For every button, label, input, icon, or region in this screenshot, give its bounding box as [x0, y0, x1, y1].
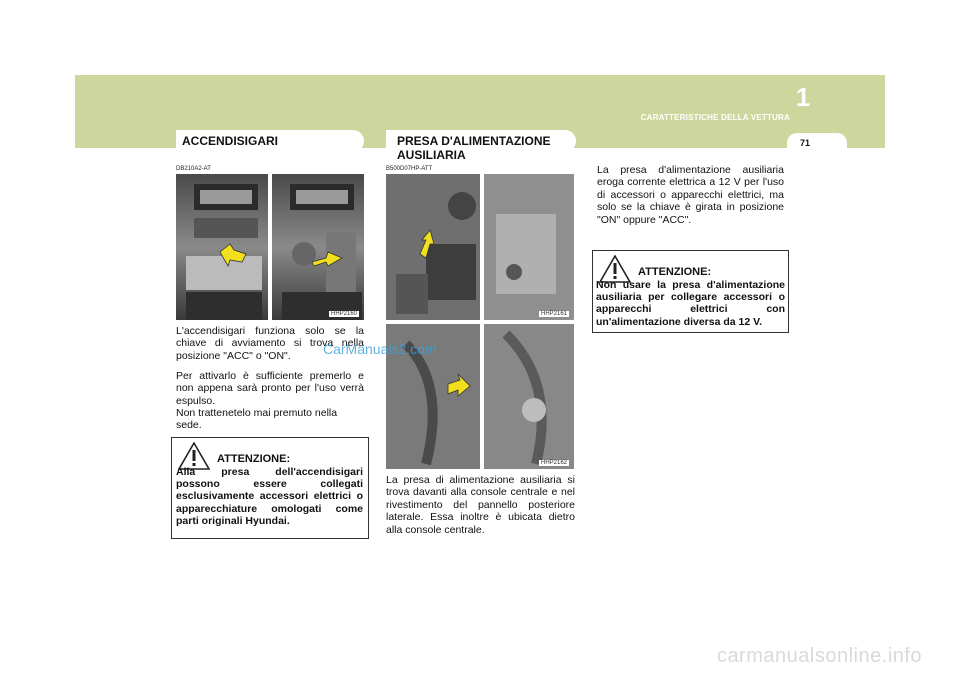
section-title-line: PRESA D'ALIMENTAZIONE	[397, 134, 551, 148]
paragraph: Per attivarlo è sufficiente premerlo e non appena sarà pronto per l'uso verrà espulso.	[176, 370, 364, 407]
footer-watermark: carmanualsonline.info	[716, 645, 922, 667]
paragraph: La presa d'alimentazione ausiliaria eroga corrente elettrica a 12 V per l'uso di accessori o apparecchi elettrici, ma solo se la chiave è girata in posizione "ON" oppure "ACC".	[597, 164, 784, 226]
cigarette-lighter-photo	[176, 174, 364, 320]
image-label: HHP2162	[541, 460, 568, 466]
chapter-number: 1	[795, 82, 811, 112]
image-label: HHP2161	[541, 311, 568, 317]
paragraph: Non trattenetelo mai premuto nella sede.	[176, 407, 338, 432]
console-socket-photo	[386, 174, 574, 320]
chapter-title: CARATTERISTICHE DELLA VETTURA	[640, 113, 790, 122]
watermark-link[interactable]: CarManuals2.com	[323, 341, 437, 357]
warning-text: Alla presa dell'accendisigari possono essere collegati esclusivamente accessori elettrici o apparecchiature omologati come parti originali Hyundai.	[176, 466, 363, 527]
section-title-accendisigari: ACCENDISIGARI	[182, 134, 279, 148]
warning-box	[171, 437, 369, 539]
section-code: DB210A2-AT	[176, 166, 211, 172]
section-title-line: AUSILIARIA	[397, 148, 466, 162]
paragraph: L'accendisigari funziona solo se la chiave di avviamento si trova nella posizione "ACC" o "ON".	[176, 325, 364, 362]
section-title-presa	[397, 134, 551, 162]
warning-text: Non usare la presa d'alimentazione ausiliaria per collegare accessori o apparecchi elettrici con un'alimentazione diversa da 12 V.	[596, 279, 785, 328]
page-number: 71	[799, 138, 810, 148]
paragraph: La presa di alimentazione ausiliaria si trova davanti alla console centrale e nel rivestimento del pannello posteriore laterale. Essa inoltre è ubicata dietro alla console centrale.	[386, 474, 575, 536]
warning-title: ATTENZIONE:	[217, 453, 291, 465]
section-code: B500D07HP-ATT	[386, 166, 433, 172]
image-label: HHP2160	[331, 311, 358, 317]
warning-box	[592, 250, 789, 333]
warning-title: ATTENZIONE:	[638, 266, 712, 278]
